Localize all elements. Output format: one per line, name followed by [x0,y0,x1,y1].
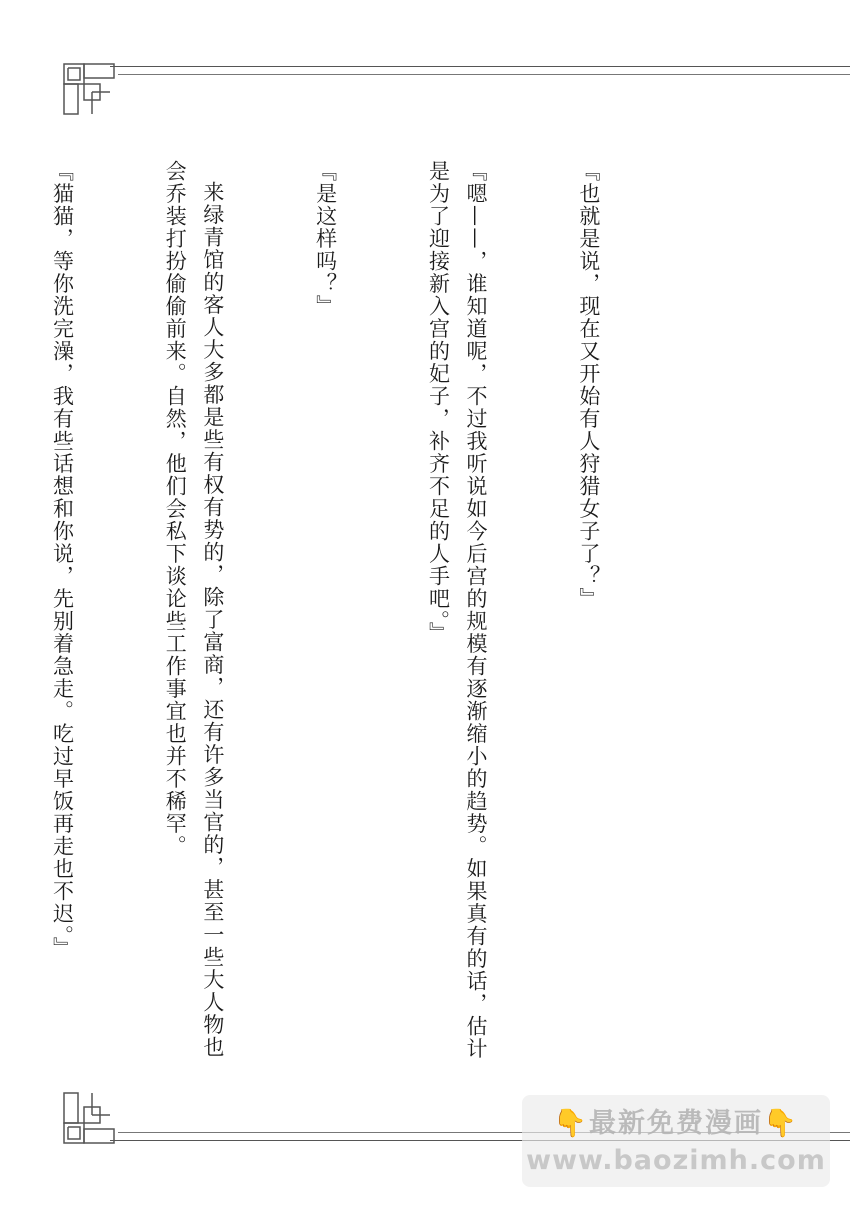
top-left-ornament-icon [58,58,122,122]
watermark [522,1095,830,1187]
top-border-line [110,66,850,67]
pointing-hand-icon: 👇 [553,1108,589,1139]
paragraph: 来绿青馆的客人大多都是些有权有势的，除了富商，还有许多当官的，甚至一些大人物也会乔装打扮偷偷前来。自然，他们会私下谈论些工作事宜也并不稀罕。 [163,160,225,1059]
paragraph: 『嗯——，谁知道呢，不过我听说如今后宫的规模有逐渐缩小的趋势。如果真有的话，估计是为了迎接新入宫的妃子，补齐不足的人手吧。』 [426,160,489,1060]
vertical-text-body [0,160,682,1060]
watermark-title [522,1101,830,1140]
paragraph: 『也就是说，现在又开始有人狩猎女子了？』 [576,160,601,610]
watermark-text: 最新免费漫画 [589,1108,763,1139]
pointing-hand-icon: 👇 [763,1108,799,1139]
paragraph: 『猫猫，等你洗完澡，我有些话想和你说，先别着急走。吃过早饭再走也不迟。』 [50,160,75,960]
bottom-left-ornament-icon [58,1085,122,1149]
watermark-url: www.baozimh.com [526,1145,826,1176]
paragraph: 『是这样吗？』 [313,160,338,318]
top-border-line-inner [118,74,850,75]
